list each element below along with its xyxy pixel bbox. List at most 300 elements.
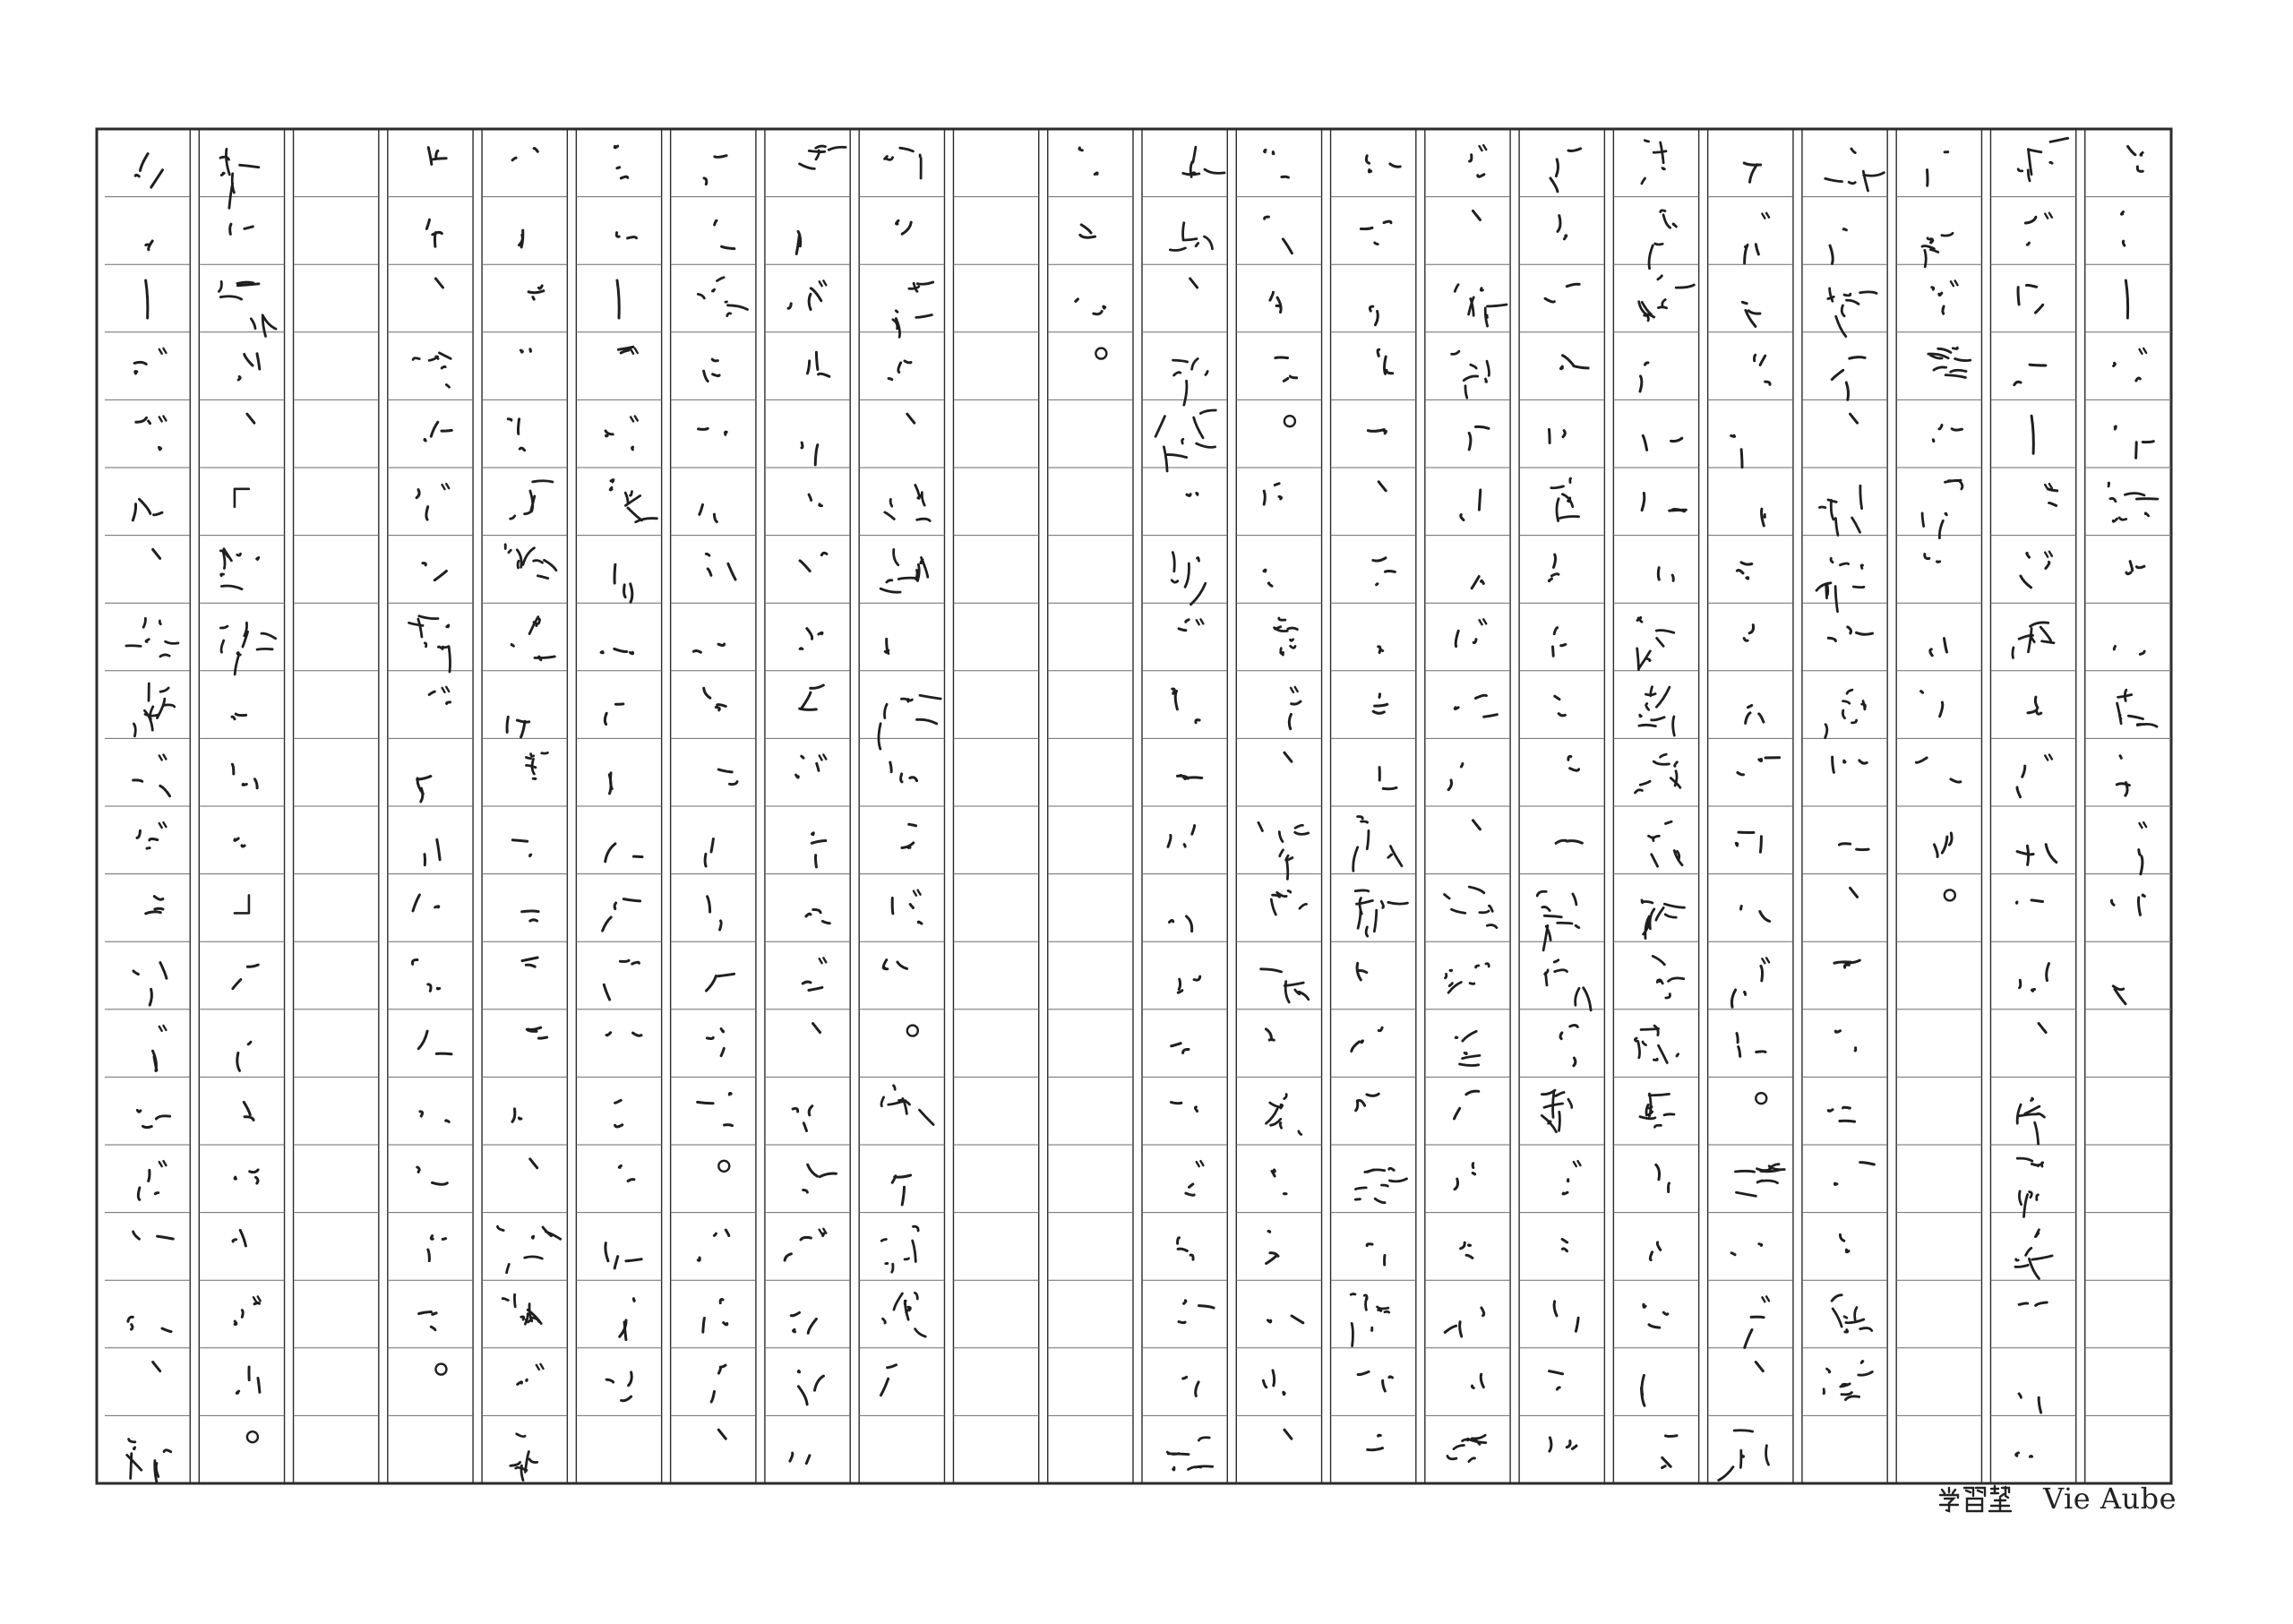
glyph [1932,280,1958,314]
glyph [1643,435,1682,450]
glyph [1550,149,1581,192]
glyph [1545,284,1579,302]
glyph [1819,485,1861,535]
glyph [1650,1242,1660,1260]
glyph [1568,756,1579,770]
glyph [705,839,713,867]
glyph [133,755,170,796]
glyph [2028,697,2041,714]
glyph [1190,279,1198,288]
glyph [133,1232,174,1239]
glyph [1378,482,1386,491]
glyph [1922,233,1953,266]
glyph [619,1166,634,1181]
glyph [1263,1371,1284,1395]
glyph [1551,478,1579,520]
glyph [1352,1027,1382,1051]
glyph [146,280,148,318]
glyph [512,840,530,856]
glyph [614,564,632,602]
glyph [1642,900,1684,939]
glyph [1368,430,1386,434]
glyph [429,687,450,704]
glyph [800,685,824,709]
glyph [1636,754,1680,793]
glyph [146,897,163,914]
glyph [700,504,717,521]
glyph [2019,1394,2041,1413]
glyph [527,1027,546,1038]
glyph [715,220,734,248]
glyph [2014,365,2046,385]
glyph [2018,138,2068,181]
glyph [137,1110,169,1127]
glyph [1168,826,1195,847]
glyph [126,618,178,657]
glyph [605,1243,641,1268]
glyph [1455,1091,1479,1119]
glyph [1179,619,1203,630]
glyph [2121,212,2124,246]
glyph [1284,752,1292,761]
glyph [885,485,930,521]
glyph [522,958,537,967]
glyph [1445,887,1497,928]
glyph [880,549,928,592]
glyph [1933,425,1962,442]
glyph [1737,563,1751,579]
glyph [1472,577,1483,589]
glyph [907,1026,918,1036]
glyph [2021,552,2052,588]
glyph [1731,435,1742,468]
glyph [890,762,917,782]
glyph [1555,696,1566,716]
glyph [1172,1103,1198,1112]
glyph [247,414,254,423]
glyph [1738,758,1780,775]
glyph [1455,285,1507,326]
glyph [1183,147,1224,176]
glyph [133,499,162,520]
glyph [813,1024,820,1033]
glyph [507,717,529,737]
glyph [2015,1230,2052,1279]
glyph [2017,1098,2044,1144]
glyph [1456,1031,1480,1065]
glyph [618,347,637,354]
glyph [793,1106,812,1131]
glyph [706,554,735,580]
glyph [230,224,253,234]
glyph [1378,349,1393,374]
glyph [428,148,446,165]
glyph [1470,145,1487,176]
glyph [1361,221,1391,244]
glyph [1928,152,1948,186]
glyph [1272,1170,1286,1194]
glyph [1737,1034,1765,1057]
glyph [2025,213,2052,245]
glyph [1935,833,1953,857]
glyph [1639,276,1695,321]
glyph [138,1161,166,1199]
glyph [233,1230,245,1246]
glyph [136,417,167,450]
glyph [528,286,544,299]
glyph [1745,213,1769,263]
glyph [1640,363,1648,391]
glyph [1921,692,1943,717]
glyph [2016,1453,2032,1456]
glyph [883,1293,926,1336]
glyph [808,352,829,376]
glyph [1264,570,1272,586]
glyph [1378,647,1383,653]
glyph [1731,958,1769,1007]
glyph [796,755,827,778]
glyph [417,1167,448,1184]
glyph [704,688,726,710]
glyph [609,773,612,794]
glyph [1736,832,1761,852]
glyph [798,1371,823,1405]
glyph [1079,148,1097,175]
glyph [1719,1431,1769,1481]
glyph [2019,1302,2047,1305]
glyph [2126,562,2144,574]
glyph [605,844,642,862]
glyph [1367,1244,1385,1265]
glyph [512,149,537,160]
glyph [426,219,442,246]
glyph [718,769,737,785]
glyph [1945,889,1955,900]
glyph [718,1161,729,1172]
glyph [1744,625,1753,641]
glyph [1658,568,1673,581]
glyph [1455,695,1497,717]
glyph [247,1431,258,1442]
glyph [1170,916,1192,932]
glyph [135,154,162,188]
glyph [1550,429,1566,443]
glyph [2017,845,2057,865]
glyph [1834,960,1859,967]
glyph [800,629,822,649]
glyph [1271,891,1306,915]
glyph [133,963,167,1006]
glyph [699,428,727,434]
glyph [605,417,638,450]
glyph [1357,963,1367,980]
glyph [615,1100,623,1127]
glyph [1268,1316,1303,1323]
glyph [1353,817,1402,872]
genkou-grid [97,129,2171,1483]
glyph [1267,1095,1301,1135]
glyph [1270,292,1281,312]
glyph [1828,627,1872,641]
glyph [791,1312,816,1333]
glyph [435,1364,446,1375]
glyph [1472,1374,1483,1388]
glyph [800,553,827,571]
glyph [892,1175,911,1205]
glyph [423,563,447,580]
glyph [417,777,431,802]
glyph [1562,1239,1567,1250]
glyph [511,481,553,519]
glyph [1642,494,1686,511]
glyph [1447,1435,1486,1461]
glyph [237,1042,251,1070]
glyph [1179,1301,1214,1323]
glyph [1851,888,1858,897]
glyph [703,1300,727,1333]
glyph [2114,647,2144,655]
glyph [2117,690,2157,726]
glyph [1275,618,1298,655]
glyph [235,838,245,846]
glyph [1741,907,1770,922]
glyph [1473,821,1480,829]
glyph [788,280,826,309]
glyph [1448,764,1463,790]
glyph [2017,1158,2042,1216]
glyph [425,422,451,441]
glyph [1284,416,1295,426]
glyph [1178,1238,1193,1259]
glyph [2017,755,2052,797]
glyph [1930,639,1947,656]
glyph [497,1226,560,1273]
glyph [1922,480,1962,537]
glyph [1445,1308,1483,1336]
glyph [511,617,554,660]
glyph [2031,416,2033,453]
glyph [2108,483,2158,521]
glyph [146,241,152,250]
glyph [1928,348,1971,377]
glyph [1172,1044,1189,1053]
glyph [1653,956,1684,998]
glyph [153,549,160,558]
glyph [1170,223,1212,251]
glyph [1642,141,1666,184]
glyph [1452,351,1490,398]
glyph [520,349,530,352]
glyph [1358,1371,1392,1391]
glyph [219,281,276,336]
glyph [881,1226,918,1272]
glyph [428,1236,446,1261]
glyph [2020,964,2049,992]
glyph [1832,357,1865,400]
glyph [1744,163,1761,182]
glyph [1368,1435,1383,1450]
glyph [1155,410,1215,471]
glyph [889,361,911,380]
glyph [1644,1304,1668,1328]
glyph [1275,357,1297,381]
glyph [698,1093,733,1125]
glyph [232,764,257,788]
glyph [785,1229,826,1260]
glyph [796,231,800,253]
glyph [1187,494,1198,496]
glyph [1261,969,1309,1002]
glyph [134,348,166,374]
glyph [1731,1244,1762,1255]
glyph [1736,1164,1785,1197]
glyph [620,1299,635,1340]
glyph [413,895,439,911]
glyph [233,965,258,989]
glyph [809,494,821,506]
glyph [693,644,724,652]
glyph [1172,553,1206,605]
glyph [413,353,451,387]
glyph [2016,900,2042,903]
glyph [1265,150,1289,177]
glyph [1289,687,1301,729]
glyph [2045,484,2057,505]
glyph [235,489,249,507]
glyph [1178,776,1202,779]
glyph [419,1312,437,1330]
glyph [1173,359,1208,406]
glyph [1167,1438,1213,1470]
glyph [2117,756,2129,795]
glyph [1839,844,1868,850]
glyph [502,1294,541,1324]
glyph [1550,1371,1563,1390]
glyph [1355,1168,1406,1202]
glyph [1266,1029,1274,1040]
glyph [812,833,826,867]
glyph [1264,484,1281,504]
glyph [2128,147,2143,172]
glyph [1746,706,1764,724]
glyph [235,1170,258,1183]
glyph [1825,149,1885,191]
glyph [526,752,547,778]
glyph [707,1029,724,1056]
glyph [417,484,449,520]
glyph [902,824,916,847]
glyph [1373,694,1387,714]
glyph [1265,217,1292,253]
glyph [522,911,539,921]
glyph [1461,1242,1473,1258]
glyph [885,148,922,178]
footer-kanji-glyphs [1937,1484,2036,1513]
glyph [1172,689,1199,723]
glyph [806,909,829,923]
glyph [1825,690,1866,738]
glyph [425,839,440,864]
glyph [711,1365,726,1402]
glyph [1351,1294,1389,1346]
glyph [880,1365,896,1396]
glyph [1556,840,1582,843]
glyph [718,1430,726,1439]
glyph [2013,623,2054,657]
glyph [220,149,259,208]
glyph [1267,1231,1278,1263]
glyph [1545,960,1591,1010]
glyph [512,1109,521,1121]
glyph [232,714,246,719]
glyph [1284,1430,1292,1439]
glyph [1756,1362,1763,1371]
glyph [518,1364,544,1384]
glyph [1542,1090,1572,1132]
glyph [1456,619,1486,646]
glyph [617,280,619,318]
glyph [511,1434,537,1481]
glyph [1461,490,1481,520]
glyph [893,282,933,337]
glyph [2112,895,2145,915]
glyph [235,1296,261,1324]
glyph [614,146,628,178]
glyph [238,354,260,380]
glyph [1840,1234,1849,1251]
glyph [2126,280,2127,318]
glyph [704,359,720,382]
glyph [1379,768,1396,789]
glyph [707,974,734,991]
glyph [1635,1026,1678,1062]
glyph [907,414,915,423]
glyph [1916,758,1960,782]
glyph [2018,285,2043,313]
glyph [505,545,556,579]
glyph [530,1159,537,1168]
glyph [616,233,636,238]
glyph [1828,288,1876,337]
glyph [1356,1094,1379,1111]
glyph [1742,302,1760,326]
glyph [418,1031,451,1054]
glyph [1183,1377,1198,1396]
glyph [420,1112,449,1122]
glyph [1560,356,1588,369]
glyph [153,1026,167,1070]
glyph [1832,1295,1872,1332]
glyph [1816,558,1864,611]
glyph [1828,1107,1854,1121]
glyph [153,1362,160,1371]
glyph [1835,1031,1855,1051]
glyph [2115,426,2153,458]
glyph [892,890,922,924]
glyph [708,897,722,930]
glyph [2139,822,2146,874]
glyph [603,899,640,932]
glyph [1925,554,1940,563]
glyph [2113,986,2126,1004]
glyph [1754,355,1770,384]
footer-school-name [1908,1482,2177,1516]
glyph [1656,1164,1670,1191]
glyph [790,1453,810,1464]
glyph [1563,1161,1580,1194]
glyph [1649,821,1683,866]
glyph [606,1033,641,1036]
